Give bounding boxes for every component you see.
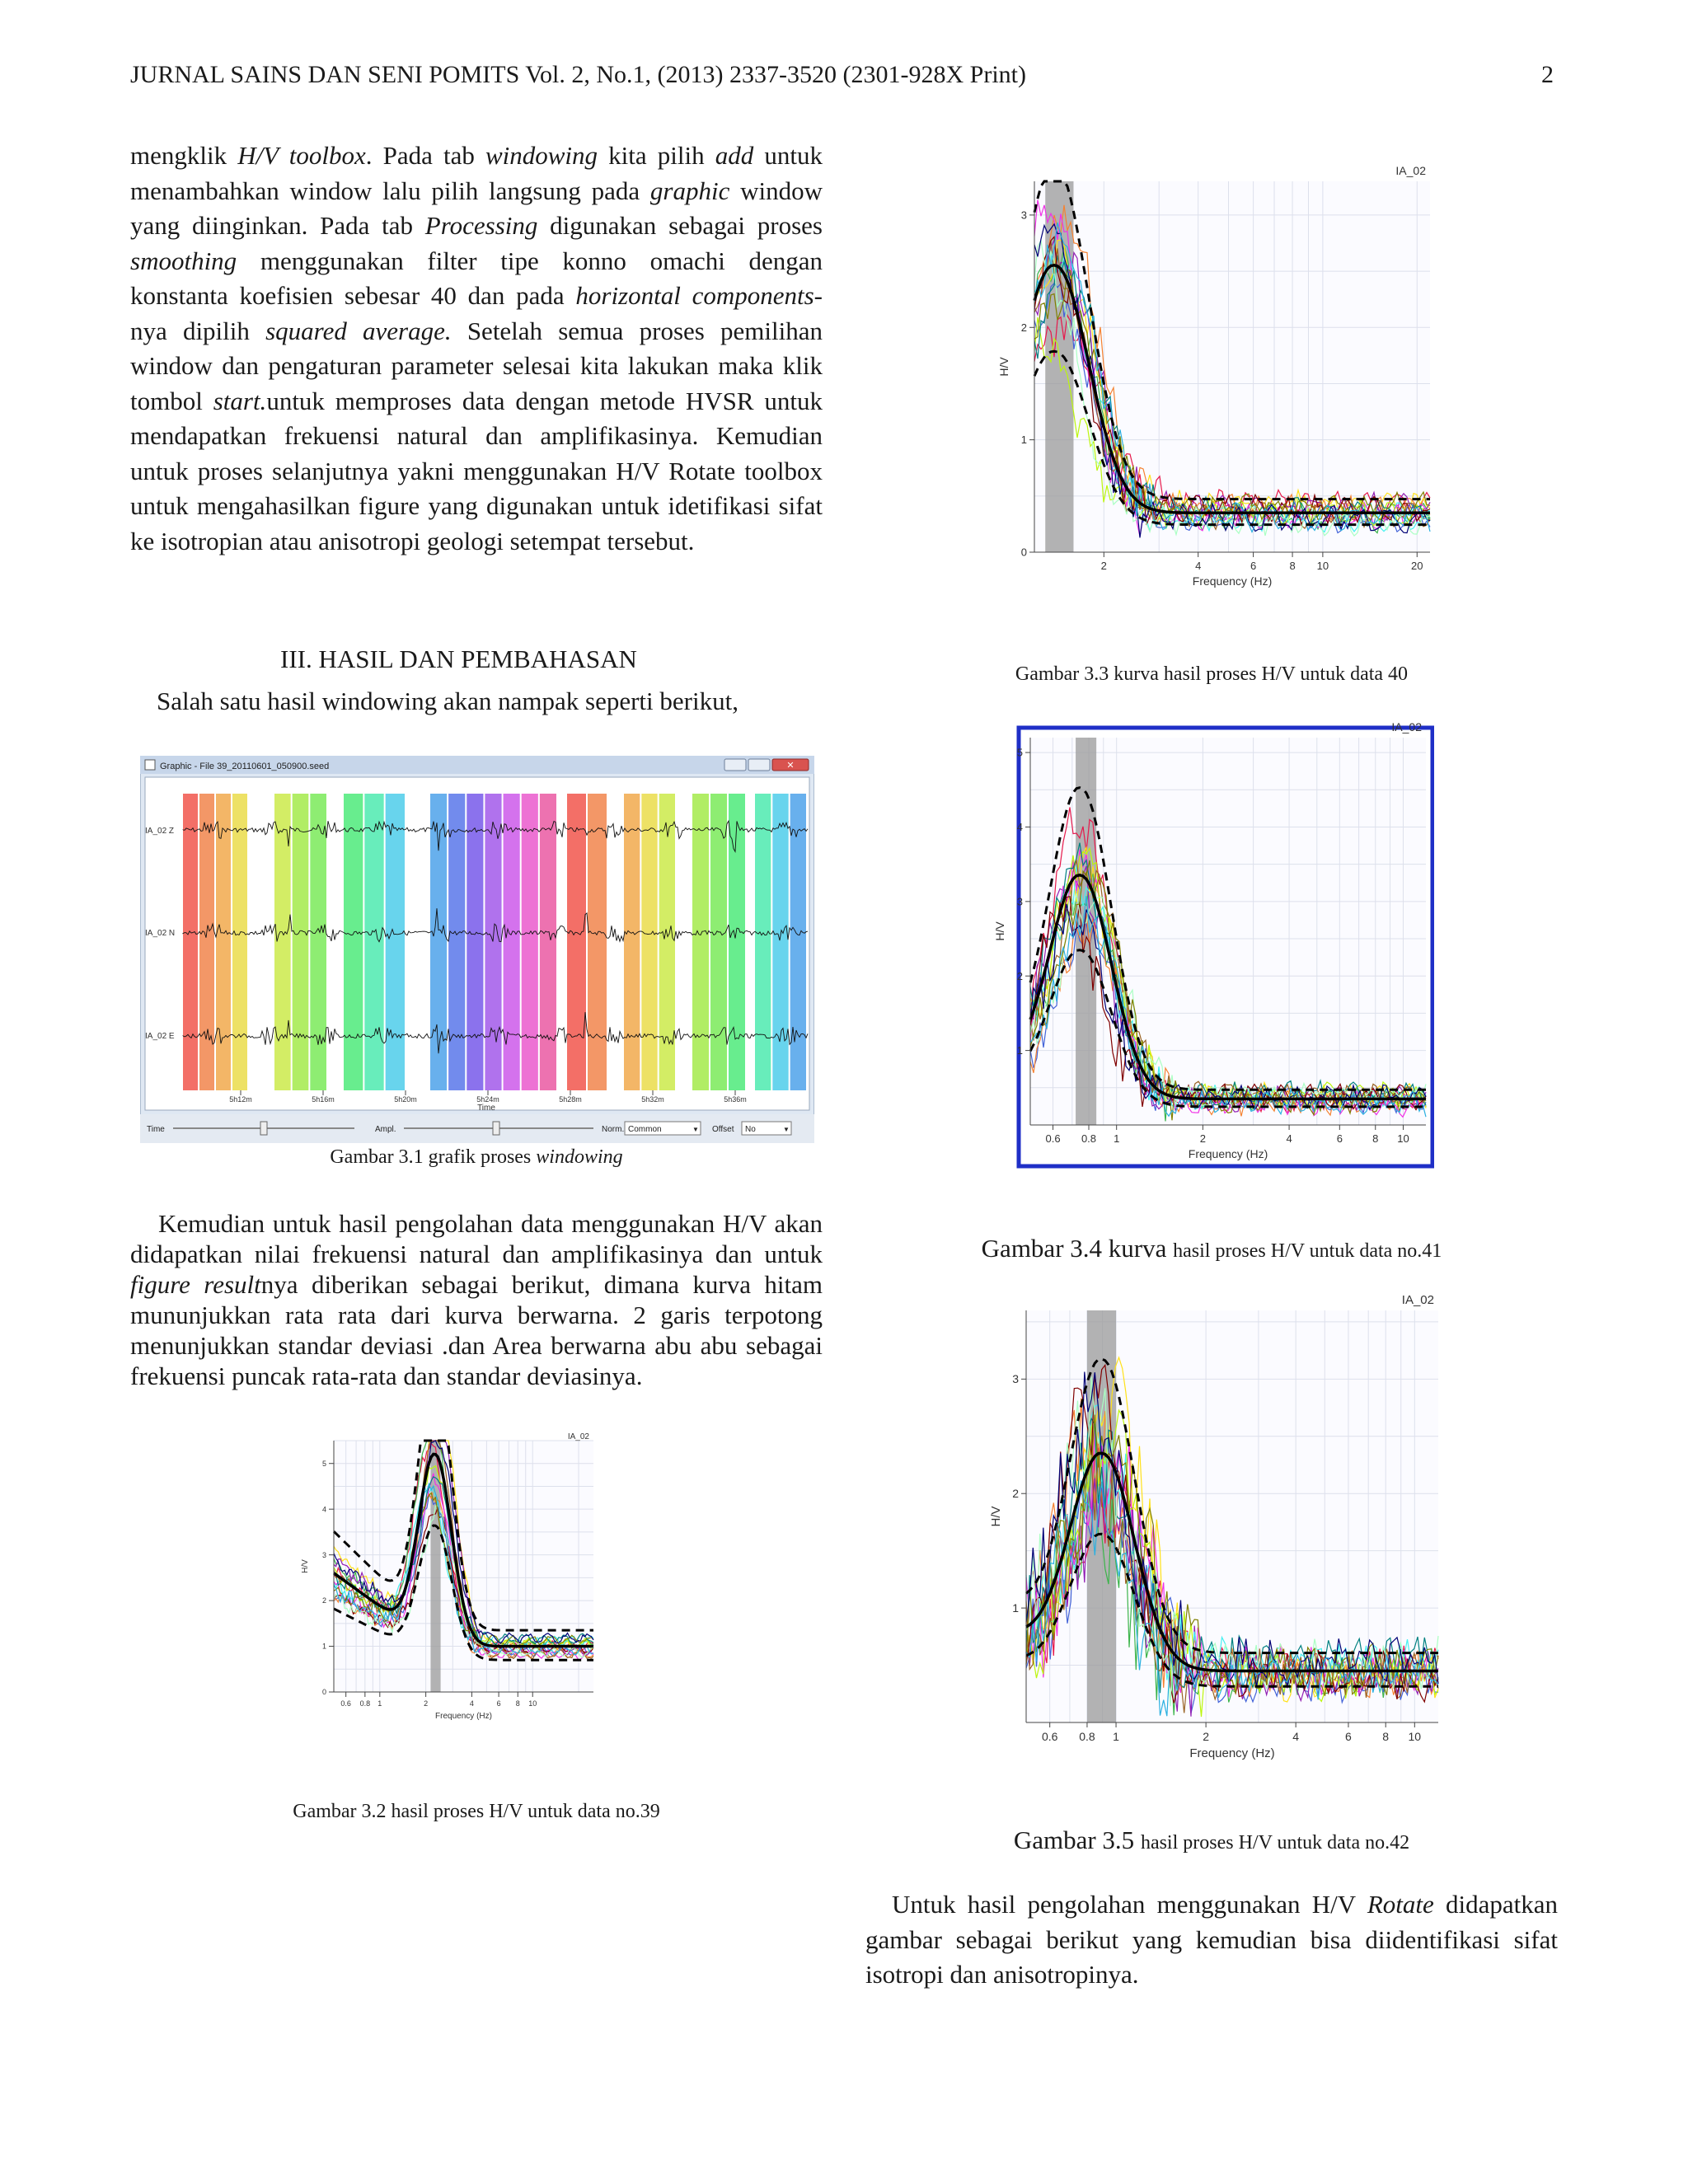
window-band[interactable] — [485, 794, 501, 1090]
x-tick-label: 0.8 — [1079, 1730, 1095, 1743]
x-tick-label: 0.8 — [359, 1699, 371, 1708]
italic-term: H/V toolbox — [237, 141, 366, 170]
x-axis-label: Frequency (Hz) — [1189, 1746, 1275, 1760]
window-band[interactable] — [430, 794, 447, 1090]
y-axis-label: H/V — [997, 357, 1010, 377]
x-tick-label: 10 — [1397, 1132, 1409, 1145]
y-tick-label: 1 — [1012, 1601, 1019, 1615]
x-tick-label: 4 — [1195, 560, 1202, 572]
y-tick-label: 2 — [321, 1596, 326, 1605]
windowing-graphic-window — [140, 756, 814, 1143]
station-label: IA_02 — [1401, 1293, 1434, 1307]
ampl-slider-handle[interactable] — [493, 1122, 499, 1135]
text-run: Setelah semua proses pemilihan window dan pengaturan parameter selesai kita lakukan maka klik tombol — [130, 316, 823, 415]
y-tick-label: 3 — [1016, 895, 1023, 908]
channel-label-e: IA_02 E — [145, 1032, 175, 1041]
time-slider-handle[interactable] — [260, 1122, 267, 1135]
x-tick-label: 2 — [424, 1699, 429, 1708]
window-band[interactable] — [232, 794, 247, 1090]
window-band[interactable] — [710, 794, 727, 1090]
window-band[interactable] — [790, 794, 806, 1090]
left-column-results — [130, 1208, 823, 1391]
x-tick-label: 0.6 — [1041, 1730, 1058, 1743]
x-tick-label: 4 — [1286, 1132, 1292, 1145]
figure-3-5 — [985, 1286, 1447, 1793]
x-tick-label: 10 — [528, 1699, 537, 1708]
window-band[interactable] — [522, 794, 538, 1090]
window-title: Graphic - File 39_20110601_050900.seed — [160, 762, 330, 771]
window-band[interactable] — [567, 794, 586, 1090]
text-run: -nya dipilih — [130, 281, 823, 345]
x-tick-label: 10 — [1316, 560, 1329, 572]
window-band[interactable] — [624, 794, 640, 1090]
paragraph-2 — [130, 1208, 823, 1391]
x-tick-label: 8 — [1289, 560, 1296, 572]
ampl-slider-label: Ampl. — [375, 1125, 396, 1134]
time-tick-label: 5h16m — [312, 1095, 335, 1104]
text-run: Kemudian untuk hasil pengolahan data menggunakan H/V akan didapatkan nilai frekuensi natural dan amplifikasinya dan untuk — [130, 1209, 823, 1268]
station-label: IA_02 — [567, 1432, 589, 1441]
y-tick-label: 5 — [321, 1459, 326, 1468]
time-tick-label: 5h36m — [724, 1095, 747, 1104]
x-axis-label: Frequency (Hz) — [1192, 574, 1273, 588]
text-run: kita pilih — [598, 141, 715, 170]
time-tick-label: 5h32m — [641, 1095, 664, 1104]
y-tick-label: 2 — [1012, 1487, 1019, 1501]
caption-3-5: Gambar 3.5 hasil proses H/V untuk data no.42 — [1013, 1825, 1410, 1854]
italic-term: Rotate — [1367, 1890, 1434, 1919]
text-run: menggunakan filter tipe konno omachi dengan konstanta koefisien sebesar 40 dan pada — [130, 246, 823, 310]
window-band[interactable] — [448, 794, 465, 1090]
station-label: IA_02 — [1395, 164, 1426, 177]
text-run: mengklik — [130, 141, 238, 170]
text-run: window yang diinginkan. Pada tab — [130, 176, 823, 240]
text-run: Untuk hasil pengolahan menggunakan H/V — [892, 1890, 1367, 1919]
offset-select-value: No — [745, 1125, 756, 1134]
x-tick-label: 20 — [1411, 560, 1423, 572]
italic-term: Processing — [424, 211, 538, 240]
x-tick-label: 8 — [515, 1699, 520, 1708]
channel-label-n: IA_02 N — [145, 929, 176, 938]
x-tick-label: 2 — [1203, 1730, 1210, 1743]
text-run: digunakan sebagai proses — [537, 211, 823, 240]
x-tick-label: 0.6 — [340, 1699, 351, 1708]
y-tick-label: 4 — [321, 1505, 326, 1514]
text-run: didapatkan gambar sebagai berikut yang kemudian bisa diidentifikasi sifat isotropi dan anisotropinya. — [865, 1890, 1558, 1989]
italic-term: windowing — [485, 141, 598, 170]
figure-3-2 — [301, 1432, 606, 1758]
window-band[interactable] — [199, 794, 214, 1090]
window-band[interactable] — [467, 794, 483, 1090]
time-tick-label: 5h12m — [229, 1095, 252, 1104]
italic-term: start. — [213, 386, 267, 415]
close-icon: ✕ — [786, 761, 795, 771]
italic-term: horizontal components — [575, 281, 814, 310]
italic-term: squared average. — [265, 316, 452, 345]
figure-3-3 — [993, 157, 1438, 622]
plot-background — [1034, 181, 1430, 552]
channel-label-z: IA_02 Z — [145, 827, 175, 836]
x-tick-label: 8 — [1382, 1730, 1390, 1743]
window-band[interactable] — [540, 794, 556, 1090]
peak-frequency-band — [1045, 181, 1073, 552]
italic-term: smoothing — [130, 246, 237, 275]
caption-3-2: Gambar 3.2 hasil proses H/V untuk data no.39 — [293, 1801, 660, 1822]
x-tick-label: 0.6 — [1045, 1132, 1061, 1145]
x-tick-label: 1 — [1113, 1730, 1119, 1743]
italic-term: figure result — [130, 1270, 261, 1299]
window-band[interactable] — [344, 794, 363, 1090]
window-band[interactable] — [504, 794, 520, 1090]
italic-term: add — [715, 141, 754, 170]
time-tick-label: 5h24m — [476, 1095, 499, 1104]
page-number: 2 — [1541, 61, 1554, 88]
window-band[interactable] — [659, 794, 675, 1090]
maximize-button[interactable] — [748, 759, 770, 771]
paragraph-3 — [865, 1887, 1558, 1993]
window-band[interactable] — [364, 794, 383, 1090]
y-tick-label: 1 — [321, 1642, 326, 1651]
hv-chart-42 — [985, 1286, 1447, 1788]
y-tick-label: 2 — [1016, 969, 1023, 982]
x-tick-label: 2 — [1199, 1132, 1206, 1145]
text-run: . Pada tab — [365, 141, 485, 170]
caption-3-3: Gambar 3.3 kurva hasil proses H/V untuk data 40 — [1015, 663, 1409, 685]
x-axis-label: Frequency (Hz) — [1188, 1147, 1268, 1160]
paragraph-1 — [130, 138, 823, 559]
y-tick-label: 1 — [1016, 1044, 1023, 1057]
window-band[interactable] — [293, 794, 309, 1090]
figure-3-4 — [989, 713, 1434, 1191]
text-run: untuk memproses data dengan metode HVSR untuk mendapatkan frekuensi natural dan amplifikasinya. Kemudian untuk proses selanjutnya yakni menggunakan H/V Rotate toolbox untuk mengahasilkan figure yang digunakan untuk idetifikasi sifat ke isotropian atau anisotropi geologi setempat tersebut. — [130, 386, 823, 555]
section-heading: III. HASIL DAN PEMBAHASAN — [280, 644, 637, 673]
time-slider-label: Time — [147, 1125, 165, 1134]
italic-term: graphic — [649, 176, 730, 205]
y-axis-label: H/V — [993, 921, 1006, 941]
hv-chart-40 — [993, 157, 1438, 618]
time-axis-label: Time — [477, 1104, 495, 1113]
x-tick-label: 6 — [1345, 1730, 1352, 1743]
section-intro: Salah satu hasil windowing akan nampak seperti berikut, — [157, 687, 738, 715]
y-tick-label: 3 — [321, 1550, 326, 1559]
hv-chart-39 — [301, 1432, 606, 1754]
y-axis-label: H/V — [301, 1559, 310, 1573]
time-tick-label: 5h28m — [559, 1095, 582, 1104]
window-band[interactable] — [772, 794, 788, 1090]
window-app-icon — [145, 760, 155, 770]
x-tick-label: 10 — [1408, 1730, 1422, 1743]
x-tick-label: 8 — [1372, 1132, 1379, 1145]
x-tick-label: 2 — [1100, 560, 1107, 572]
x-axis-label: Frequency (Hz) — [435, 1712, 492, 1721]
norm-label: Norm. — [602, 1125, 625, 1134]
window-band[interactable] — [692, 794, 709, 1090]
chevron-down-icon: ▼ — [692, 1126, 699, 1133]
chevron-down-icon: ▼ — [783, 1126, 790, 1133]
x-tick-label: 4 — [469, 1699, 474, 1708]
running-header: JURNAL SAINS DAN SENI POMITS Vol. 2, No.1, (2013) 2337-3520 (2301-928X Print) — [130, 61, 1026, 88]
right-column-rotate — [865, 1887, 1558, 1993]
hv-chart-41 — [989, 713, 1434, 1187]
x-tick-label: 1 — [1114, 1132, 1120, 1145]
y-tick-label: 3 — [1020, 209, 1027, 222]
window-band[interactable] — [216, 794, 231, 1090]
station-label: IA_02 — [1391, 720, 1422, 733]
left-column-intro — [130, 138, 823, 559]
text-run: nya diberikan sebagai berikut, dimana kurva hitam mununjukkan rata rata dari kurva berwarna. 2 garis terpotong menunjukkan standar deviasi .dan Area berwarna abu abu sebagai frekuensi puncak rata-rata dan standar deviasinya. — [130, 1270, 823, 1390]
minimize-button[interactable] — [724, 759, 746, 771]
window-band[interactable] — [641, 794, 657, 1090]
window-band[interactable] — [386, 794, 405, 1090]
x-tick-label: 6 — [496, 1699, 501, 1708]
x-tick-label: 0.8 — [1081, 1132, 1097, 1145]
offset-label: Offset — [712, 1125, 734, 1134]
caption-3-1: Gambar 3.1 grafik proses windowing — [330, 1146, 623, 1168]
y-tick-label: 4 — [1016, 821, 1023, 834]
y-tick-label: 0 — [321, 1688, 326, 1697]
y-tick-label: 2 — [1020, 321, 1027, 334]
y-tick-label: 0 — [1020, 546, 1027, 559]
x-tick-label: 6 — [1336, 1132, 1343, 1145]
window-band[interactable] — [588, 794, 607, 1090]
y-tick-label: 3 — [1012, 1372, 1019, 1386]
y-axis-label: H/V — [989, 1506, 1003, 1527]
text-run: untuk menambahkan window lalu pilih langsung pada — [130, 141, 823, 205]
x-tick-label: 1 — [377, 1699, 382, 1708]
y-tick-label: 5 — [1016, 746, 1023, 759]
window-band[interactable] — [183, 794, 198, 1090]
norm-select-value: Common — [628, 1125, 662, 1134]
time-tick-label: 5h20m — [394, 1095, 417, 1104]
x-tick-label: 6 — [1250, 560, 1257, 572]
window-band[interactable] — [310, 794, 326, 1090]
y-tick-label: 1 — [1020, 434, 1027, 447]
x-tick-label: 4 — [1292, 1730, 1300, 1743]
window-band[interactable] — [274, 794, 291, 1090]
window-band[interactable] — [755, 794, 771, 1090]
caption-3-4: Gambar 3.4 kurva hasil proses H/V untuk data no.41 — [981, 1234, 1442, 1263]
figure-3-1 — [140, 756, 814, 1143]
